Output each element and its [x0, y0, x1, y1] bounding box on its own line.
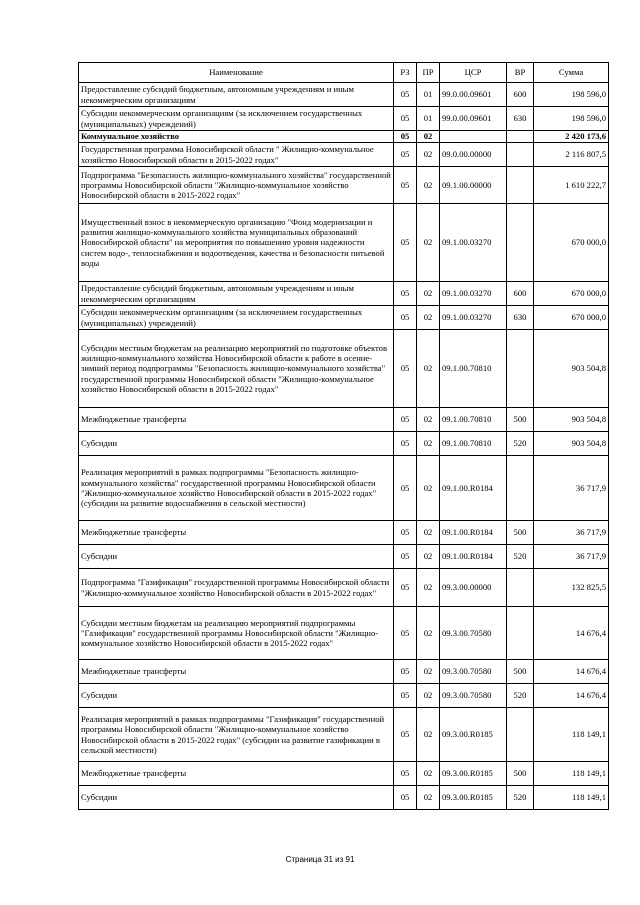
cell-csr: 99.0.00.09601: [440, 83, 507, 107]
cell-vr: [507, 204, 534, 282]
cell-pr: 02: [417, 131, 440, 143]
cell-csr: 09.3.00.70580: [440, 660, 507, 684]
cell-csr: [440, 131, 507, 143]
cell-name: Межбюджетные трансферты: [79, 521, 394, 545]
table-row: [79, 306, 609, 330]
cell-sum: 36 717,9: [534, 545, 609, 569]
cell-name: Субсидии некоммерческим организациям (за исключением государственных (муниципальных) учреждений): [79, 107, 394, 131]
cell-rz: 05: [394, 83, 417, 107]
cell-vr: 630: [507, 107, 534, 131]
cell-vr: 630: [507, 306, 534, 330]
cell-name: Предоставление субсидий бюджетным, автономным учреждениям и иным некоммерческим организациям: [79, 83, 394, 107]
table-row: [79, 569, 609, 607]
cell-csr: 09.1.00.R0184: [440, 521, 507, 545]
cell-pr: 01: [417, 83, 440, 107]
cell-sum: 670 000,0: [534, 204, 609, 282]
cell-name: Имущественный взнос в некоммерческую организацию "Фонд модернизации и развития жилищно-коммунального хозяйства муниципальных образований Новосибирской области" на мероприятия по повышению уровня надежности систем водо-, теплоснабжения и водоотведения, качества и безопасности питьевой воды: [79, 204, 394, 282]
cell-rz: 05: [394, 545, 417, 569]
cell-csr: 99.0.00.09601: [440, 107, 507, 131]
cell-name: Государственная программа Новосибирской области " Жилищно-коммунальное хозяйство Новосибирской области в 2015-2022 годах": [79, 143, 394, 167]
cell-vr: 520: [507, 545, 534, 569]
cell-csr: 09.1.00.03270: [440, 282, 507, 306]
cell-rz: 05: [394, 408, 417, 432]
cell-name: Субсидии местным бюджетам на реализацию мероприятий по подготовке объектов жилищно-коммунального хозяйства Новосибирской области к работе в осенне-зимний период подпрограммы "Безопасность жилищно-коммунального хозяйства" государственной программы Новосибирской области "Жилищно-коммунальное хозяйство Новосибирской области в 2015-2022 годах": [79, 330, 394, 408]
table-row: [79, 762, 609, 786]
header-rz: РЗ: [394, 63, 417, 83]
cell-name: Межбюджетные трансферты: [79, 660, 394, 684]
table-row: [79, 660, 609, 684]
cell-pr: 01: [417, 107, 440, 131]
table-row: [79, 607, 609, 660]
table-row: [79, 786, 609, 810]
cell-pr: 02: [417, 786, 440, 810]
cell-vr: [507, 143, 534, 167]
cell-vr: 520: [507, 684, 534, 708]
cell-sum: 903 504,8: [534, 330, 609, 408]
cell-name: Субсидии: [79, 684, 394, 708]
cell-sum: 36 717,9: [534, 521, 609, 545]
cell-rz: 05: [394, 607, 417, 660]
cell-vr: 500: [507, 408, 534, 432]
cell-rz: 05: [394, 107, 417, 131]
table-row: [79, 456, 609, 521]
cell-rz: 05: [394, 684, 417, 708]
table-row: [79, 107, 609, 131]
header-sum: Сумма: [534, 63, 609, 83]
cell-sum: 670 000,0: [534, 306, 609, 330]
cell-pr: 02: [417, 521, 440, 545]
cell-name: Субсидии: [79, 545, 394, 569]
table-row: [79, 143, 609, 167]
cell-pr: 02: [417, 282, 440, 306]
cell-sum: 14 676,4: [534, 607, 609, 660]
cell-sum: 132 825,5: [534, 569, 609, 607]
cell-name: Реализация мероприятий в рамках подпрограммы "Безопасность жилищно-коммунального хозяйства" государственной программы Новосибирской области "Жилищно-коммунальное хозяйство Новосибирской области в 2015-2022 годах" (субсидии на развитие водоснабжения в сельской местности): [79, 456, 394, 521]
cell-name: Подпрограмма "Газификация" государственной программы Новосибирской области "Жилищно-коммунальное хозяйство Новосибирской области в 2015-2022 годах": [79, 569, 394, 607]
cell-csr: 09.1.00.70810: [440, 408, 507, 432]
page-number: Страница 31 из 91: [285, 855, 355, 864]
cell-rz: 05: [394, 143, 417, 167]
cell-rz: 05: [394, 306, 417, 330]
cell-sum: 198 596,0: [534, 83, 609, 107]
cell-csr: 09.0.00.00000: [440, 143, 507, 167]
cell-vr: 520: [507, 432, 534, 456]
cell-csr: 09.3.00.R0185: [440, 762, 507, 786]
cell-rz: 05: [394, 762, 417, 786]
cell-pr: 02: [417, 762, 440, 786]
cell-sum: 14 676,4: [534, 684, 609, 708]
cell-name: Межбюджетные трансферты: [79, 762, 394, 786]
cell-rz: 05: [394, 521, 417, 545]
cell-name: Субсидии некоммерческим организациям (за исключением государственных (муниципальных) учреждений): [79, 306, 394, 330]
cell-pr: 02: [417, 545, 440, 569]
cell-name: Субсидии: [79, 786, 394, 810]
cell-csr: 09.3.00.R0185: [440, 786, 507, 810]
budget-table: [78, 62, 609, 810]
table-row: [79, 330, 609, 408]
cell-vr: 500: [507, 762, 534, 786]
cell-csr: 09.3.00.70580: [440, 607, 507, 660]
cell-csr: 09.3.00.70580: [440, 684, 507, 708]
cell-name: Субсидии местным бюджетам на реализацию мероприятий подпрограммы "Газификация" государственной программы Новосибирской области "Жилищно-коммунальное хозяйство Новосибирской области в 2015-2022 годах": [79, 607, 394, 660]
cell-pr: 02: [417, 330, 440, 408]
cell-rz: 05: [394, 786, 417, 810]
cell-vr: 600: [507, 282, 534, 306]
cell-sum: 198 596,0: [534, 107, 609, 131]
cell-vr: [507, 131, 534, 143]
table-row: [79, 521, 609, 545]
cell-sum: 36 717,9: [534, 456, 609, 521]
table-row: [79, 408, 609, 432]
cell-sum: 14 676,4: [534, 660, 609, 684]
cell-sum: 118 149,1: [534, 708, 609, 762]
cell-pr: 02: [417, 660, 440, 684]
cell-vr: 500: [507, 660, 534, 684]
table-row: [79, 545, 609, 569]
cell-sum: 1 610 222,7: [534, 167, 609, 204]
cell-csr: 09.1.00.70810: [440, 330, 507, 408]
table-header-row: [79, 63, 609, 83]
cell-pr: 02: [417, 456, 440, 521]
cell-name: Коммунальное хозяйство: [79, 131, 394, 143]
table-row: [79, 684, 609, 708]
cell-pr: 02: [417, 708, 440, 762]
cell-pr: 02: [417, 167, 440, 204]
cell-name: Подпрограмма "Безопасность жилищно-коммунального хозяйства" государственной программы Новосибирской области "Жилищно-коммунальное хозяйство Новосибирской области в 2015-2022 годах": [79, 167, 394, 204]
cell-rz: 05: [394, 282, 417, 306]
table-row-section: [79, 131, 609, 143]
table-row: [79, 432, 609, 456]
cell-rz: 05: [394, 330, 417, 408]
cell-name: Предоставление субсидий бюджетным, автономным учреждениям и иным некоммерческим организациям: [79, 282, 394, 306]
cell-pr: 02: [417, 306, 440, 330]
cell-rz: 05: [394, 660, 417, 684]
cell-csr: 09.1.00.03270: [440, 306, 507, 330]
cell-csr: 09.3.00.R0185: [440, 708, 507, 762]
table-row: [79, 282, 609, 306]
header-name: Наименование: [79, 63, 394, 83]
cell-vr: [507, 607, 534, 660]
header-vr: ВР: [507, 63, 534, 83]
cell-sum: 2 420 173,6: [534, 131, 609, 143]
table-row: [79, 708, 609, 762]
cell-rz: 05: [394, 432, 417, 456]
table-row: [79, 167, 609, 204]
cell-csr: 09.1.00.R0184: [440, 456, 507, 521]
table-row: [79, 204, 609, 282]
cell-name: Межбюджетные трансферты: [79, 408, 394, 432]
cell-rz: 05: [394, 131, 417, 143]
cell-pr: 02: [417, 684, 440, 708]
cell-vr: 500: [507, 521, 534, 545]
cell-pr: 02: [417, 408, 440, 432]
cell-rz: 05: [394, 708, 417, 762]
cell-vr: [507, 569, 534, 607]
table-row: [79, 83, 609, 107]
cell-vr: 600: [507, 83, 534, 107]
cell-vr: [507, 330, 534, 408]
cell-name: Реализация мероприятий в рамках подпрограммы "Газификация" государственной программы Новосибирской области "Жилищно-коммунальное хозяйство Новосибирской области в 2015-2022 годах" (субсидии на развитие газификации в сельской местности): [79, 708, 394, 762]
cell-csr: 09.1.00.03270: [440, 204, 507, 282]
header-csr: ЦСР: [440, 63, 507, 83]
cell-pr: 02: [417, 204, 440, 282]
cell-rz: 05: [394, 167, 417, 204]
cell-sum: 670 000,0: [534, 282, 609, 306]
cell-csr: 09.3.00.00000: [440, 569, 507, 607]
cell-vr: 520: [507, 786, 534, 810]
cell-csr: 09.1.00.00000: [440, 167, 507, 204]
cell-sum: 903 504,8: [534, 408, 609, 432]
cell-rz: 05: [394, 204, 417, 282]
cell-vr: [507, 167, 534, 204]
cell-sum: 118 149,1: [534, 786, 609, 810]
cell-pr: 02: [417, 607, 440, 660]
cell-csr: 09.1.00.R0184: [440, 545, 507, 569]
cell-name: Субсидии: [79, 432, 394, 456]
cell-pr: 02: [417, 432, 440, 456]
cell-sum: 903 504,8: [534, 432, 609, 456]
cell-pr: 02: [417, 143, 440, 167]
header-pr: ПР: [417, 63, 440, 83]
cell-rz: 05: [394, 456, 417, 521]
cell-csr: 09.1.00.70810: [440, 432, 507, 456]
cell-sum: 118 149,1: [534, 762, 609, 786]
cell-rz: 05: [394, 569, 417, 607]
cell-vr: [507, 456, 534, 521]
cell-pr: 02: [417, 569, 440, 607]
cell-vr: [507, 708, 534, 762]
cell-sum: 2 116 807,5: [534, 143, 609, 167]
